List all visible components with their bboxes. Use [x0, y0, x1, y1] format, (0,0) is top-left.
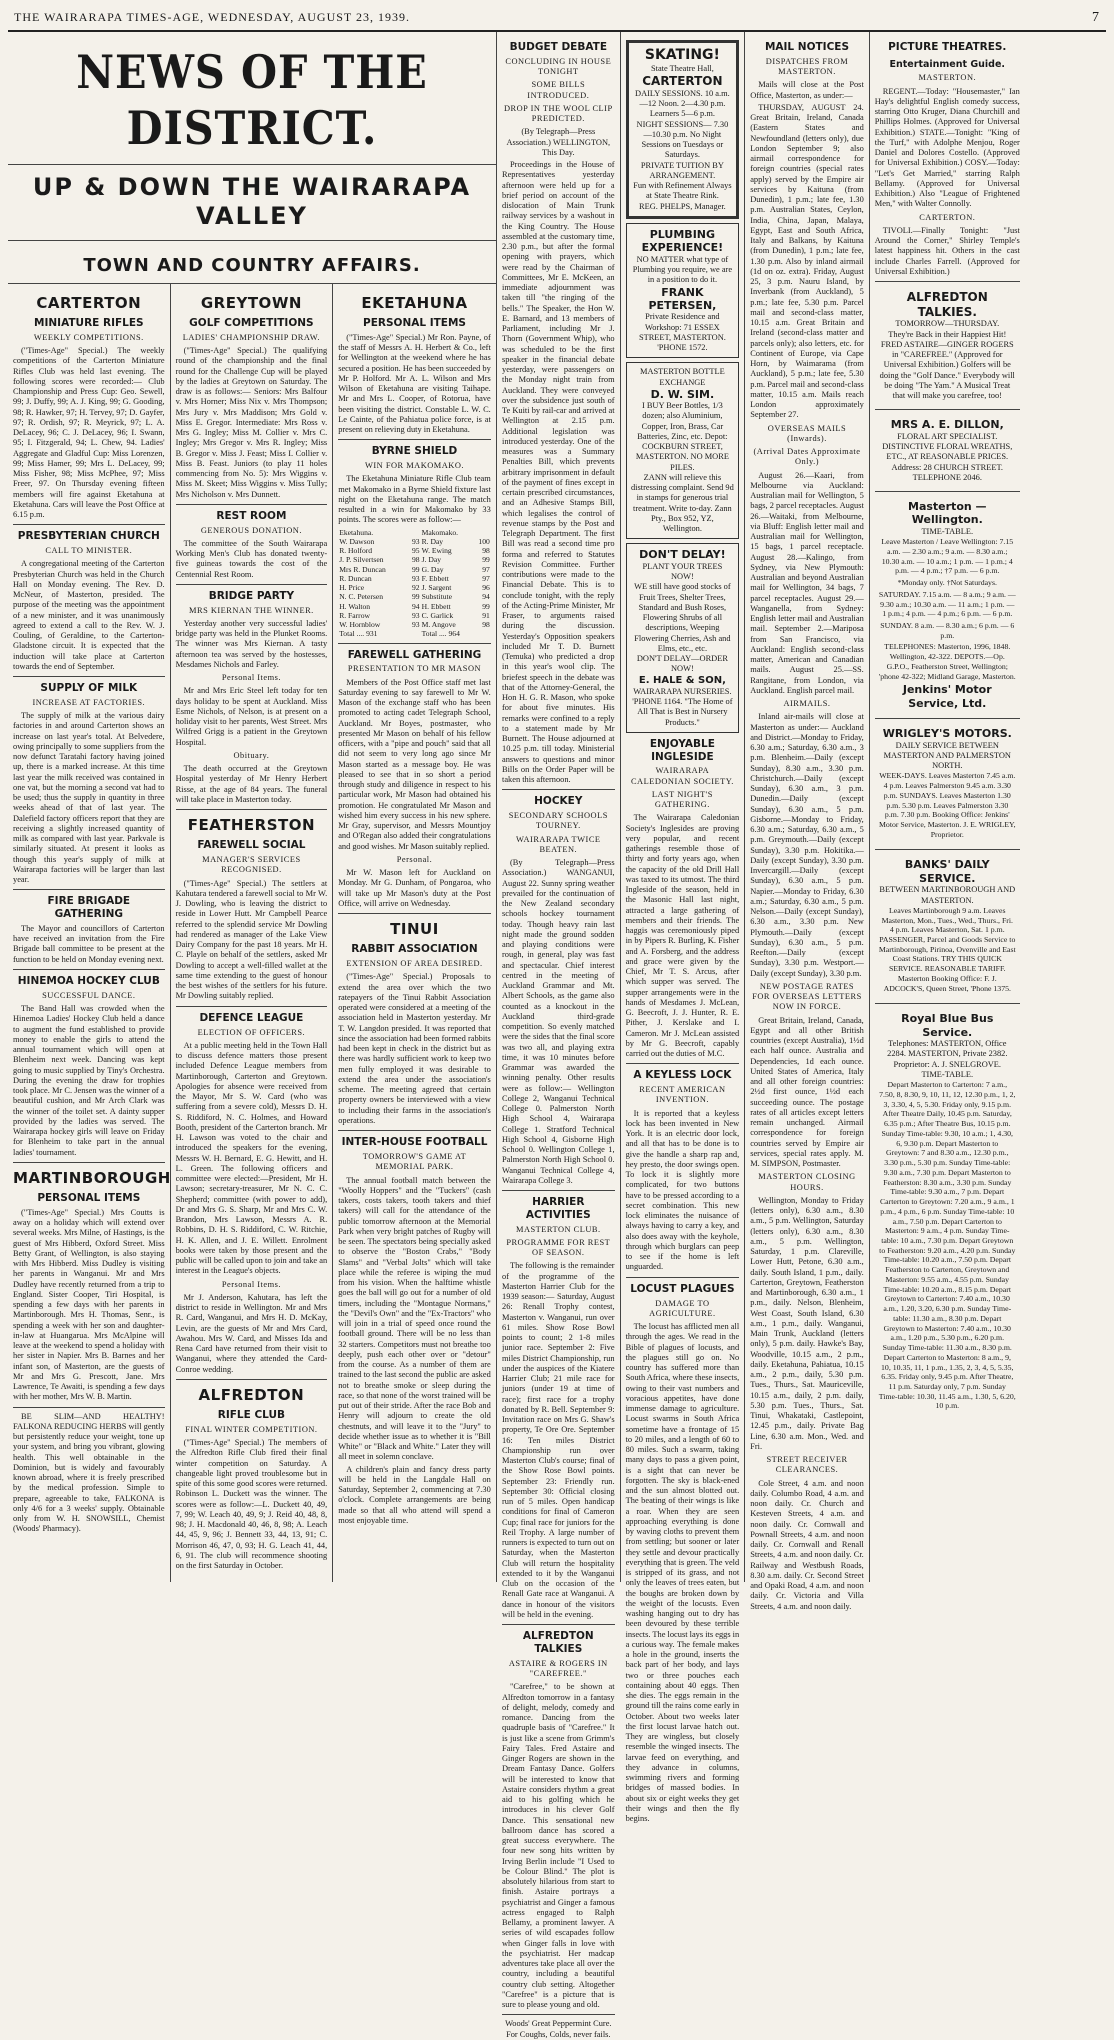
- article-text: ("Times-Age" Special.) The members of the Alfredton Rifle Club fired their final winter competition on Saturday. A changeable light proved troublesome but in spite of this some good scores were returned. Robinson L. Duckett was the winner. The scores were as follow:—L. Duckett 40, 49, 7, 99; W. Leach 40, 49, 9; J. Reid 40, 48, 8, 98; J. H. Macdonald 40, 46, 8, 98; A. Leach 44, 45, 9, 96; J. Bennett 33, 44, 13, 91; C. Morrison 46, 47, 0, 93; H. G. Leach 41, 44, 6, 91. The club will recommence shooting on the first Saturday in October.: [175, 1438, 328, 1571]
- heading: REST ROOM: [216, 509, 287, 522]
- subheading: DISPATCHES FROM MASTERTON.: [765, 56, 849, 77]
- timetable-text: WEEK-DAYS. Leaves Masterton 7.45 a.m. 4 p.m. Leaves Palmerston 9.45 a.m. 3.30 p.m. SUNDAYS. Leaves Masterton 1.30 p.m. 5.30 p.m. Leaves Palmerston 3.30 p.m. 7.30 p.m. Booking Office: Jenkins' Motor Service, Masterton. J. E. WRIGLEY, Proprietor.: [878, 771, 1016, 839]
- table-cell: 97: [482, 573, 490, 583]
- ad-heading: E. HALE & SON,: [638, 674, 726, 686]
- article-text: Mr W. Mason left for Auckland on Monday. Mr G. Dunham, of Pongaroa, who will take up Mr Mason's duty at the Post Office, will arrive on Wednesday.: [338, 868, 491, 908]
- subheading: SOME BILLS INTRODUCED.: [527, 80, 590, 100]
- subheading: LADIES' CHAMPIONSHIP DRAW.: [182, 332, 320, 342]
- heading: HOCKEY: [534, 795, 583, 808]
- ad-text: REG. PHELPS, Manager.: [639, 201, 726, 211]
- article-text: Great Britain, Ireland, Canada, Egypt and all other British countries (except Australia), 1½d each half ounce. Australia and Dependencies, 1d each ounce. United States of America, Italy and all other foreign countries: 2½d first ounce, 1½d each succeeding ounce. The postage rates of all articles except letters remain unchanged. Airmail correspondence for foreign countries served by Empire air services, special rates apply. M. M. SIMPSON, Postmaster.: [750, 1015, 864, 1169]
- table-cell: 99: [412, 564, 420, 574]
- masterton-wellington-timetable: [875, 496, 1020, 714]
- ad-heading: MRS A. E. DILLON,: [890, 418, 1004, 432]
- article-text: It is reported that a keyless lock has been invented in New York. It is an electric door lock, and all that has to be done is to give the handle a sharp rap and, hey presto, the door swings open. To lock it is slightly more complicated, for two buttons have to be pressed according to a secret combination. This new lock eliminates the nuisance of always having to carry a key, and also does away with the keyhole, through which burglars can peep to see if the home is left unguarded.: [625, 1108, 740, 1272]
- column-mail-notices: [745, 32, 870, 1611]
- columns: [8, 32, 1106, 2039]
- ad-text: TIME-TABLE.: [921, 526, 974, 536]
- heading: LOCUST PLAGUES: [630, 1282, 735, 1295]
- article-text: Mr J. Anderson, Kahutara, has left the district to reside in Wellington. Mr and Mrs R. Card, Wanganui, and Mrs H. D. McKay, Levin, are the guests of Mr and Mrs Card, Awahou. Mrs W. Card, and Misses Ida and Rena Card have returned from their visit to Wanganui, where they attended the Card-Conroe wedding.: [175, 1292, 328, 1374]
- score-table: [338, 528, 491, 639]
- heading-alfredton: ALFREDTON: [198, 1385, 305, 1404]
- ad-text: NIGHT SESSIONS— 7.30—10.30 p.m. No Night Sessions on Tuesdays or Saturdays.: [636, 119, 729, 160]
- table-row: [338, 546, 491, 555]
- subheading: PRESENTATION TO MR MASON: [347, 664, 482, 674]
- article-text: At a public meeting held in the Town Hall to discuss defence matters those present included Defence League members from Martinborough, Carterton and Greytown. Apologies for absence were received from the Mayor, Mr S. W. Card (who was suffering from a severe cold), Messrs D. H. S. Riddiford, N. C. Holmes, and Howard Booth, president of the Carterton branch. Mr H. Lawson was voted to the chair and introduced the speakers for the evening, Messrs W. H. Bernard, E. G. Hewitt, and H. L. Green. The following officers and committee were elected:—President, Mr H. Lawson; secretary-treasurer, Mr N. C. C. Shepherd; committee (with power to add), Dr and Mrs G. S. Sharp, Mr and Mrs C. W. Brandon, Mrs Lawson, Messrs A. R. Robbins, D. H. S. Riddiford, C. W. Ritchie, H. K. Allen, and J. E. Willett. Enrolment books were taken by those present and the public will be called upon to join and take an interest in the League's objects.: [175, 1040, 328, 1276]
- heading: PRESBYTERIAN CHURCH: [17, 530, 160, 543]
- article-text: August 26.—Kaari, from Melbourne via Auckland: Australian mail for Wellington, 5 bags, 2 parcel receptacles. August 26.—Waitaki, from Melbourne, via Bluff: English letter mail and Australian mail for Wellington, 15 bags, 1 parcel receptacle. August 28.—Kalingo, from Sydney, via New Plymouth: Australian and beyond Australian mail for Wellington, 34 bags, 7 parcel receptacles. August 29.—Wanganella, from Sydney: English letter mail and Australian mail. September 2.—Mariposa from San Francisco, via Auckland: English second-class matter, American and Canadian mails. August 25.—SS. Rangitane, from London, via Auckland. English parcel mail.: [750, 470, 864, 695]
- table-row: [338, 602, 491, 611]
- heading-featherston: FEATHERSTON: [187, 816, 316, 835]
- ad-text: NO MATTER what type of Plumbing you require, we are in a position to do it.: [632, 254, 733, 285]
- table-row: [338, 537, 491, 546]
- table-cell: 96: [482, 583, 490, 593]
- table-row: [338, 555, 491, 564]
- heading-greytown: GREYTOWN: [200, 293, 302, 312]
- table-cell: 98: [482, 546, 490, 556]
- ad-text: DAILY SESSIONS. 10 a.m.—12 Noon. 2—4.30 p.m. Learners 5—6 p.m.: [635, 88, 730, 119]
- table-cell: R. Farrow: [339, 610, 370, 620]
- subheading: PERSONAL ITEMS: [363, 317, 466, 329]
- article-text: TIVOLI.—Finally Tonight: "Just Around the Corner," Shirley Temple's latest happiness hit. Others in the cast include Charles Farrell. (Approved for Universal Exhibition.): [874, 225, 1020, 276]
- subheading: LAST NIGHT'S GATHERING.: [651, 789, 713, 810]
- subheading: SUCCESSFUL DANCE.: [42, 990, 136, 1000]
- subheading: Personal.: [396, 854, 433, 864]
- heading-carterton: CARTERTON: [36, 293, 142, 312]
- advertisement-text: BE SLIM—AND HEALTHY! FALKONA REDUCING HERBS will gently but persistently reduce your weight, tone up your system, and bring you vibrant, glowing health. This well obtainable in the Dominion, but is widely and favourably known abroad, where it is freely prescribed by the medical profession. Simple to prepare, agreeable to take, FALKONA is only 4/6 for a 3 weeks' supply. Obtainable only from W. H. SNOWSILL, Chemist (Woods' Pharmacy).: [13, 1411, 165, 1534]
- heading-tinui: TINUI: [390, 920, 439, 939]
- article-text: ("Times-Age" Special.) Mrs Coutts is away on a holiday which will extend over several weeks. Mrs Milne, of Hastings, is the guest of Mrs Hibberd, Oxford Street. Miss Betty Grant, of Wellington, is also staying with Mrs Hibberd. Miss Dudley is visiting her parents in Wanganui. Mr and Mrs Dudley have recently returned from a trip to England. Sister Cooper, Tiri Hospital, is spending a few days with her parents in Martinborough. Mrs H. Thomas, Senr., is spending a week with her son and daughter-in-law at Huangarua. Mrs McAlpine will leave at the weekend to spend a holiday with her sister in Napier. Mrs B. Barnes and her infant son, of Masterton, are the guests of Mr and Mrs G. Prescott, Jane. Mrs Lawrence, Te Awaiti, is spending a few days with her mother, Mrs W. B. Martin.: [13, 1207, 165, 1402]
- masthead-title: THE WAIRARAPA TIMES-AGE, WEDNESDAY, AUGUST 23, 1939.: [14, 10, 411, 24]
- subheading: PROGRAMME FOR REST OF SEASON.: [506, 1237, 611, 1258]
- article-text: "Carefree," to be shown at Alfredton tomorrow in a fantasy of delight, melody, comedy and romance. Dancing from the quadruple basis of "Carefree." It is just like a scene from Grimm's Fairy Tales. Fred Astaire and Ginger Rogers are shown in the Dream Fantasy Dance. Golfers will be interested to know that Astaire considers rhythm a great aid to his golfing which he introduces in his clever Golf Dance. This sensational new ballroom dance has scored a great success everywhere. The four new song hits written by Irving Berlin include "I Used to be Colour Blind." The plot is absolutely hilarious from start to finish. Astaire portrays a psychiatrist and Ginger a famous actress engaged to Ralph Bellamy, a prominent lawyer. A series of wild escapades follow when Ginger falls in love with the psychiatrist. Her madcap adventures take place all over the country, including a beautiful country club setting. Altogether "Carefree" is a picture that is sure to please young and old.: [502, 1682, 615, 2010]
- dateline: (By Telegraph—Press Association.) WELLINGTON, This Day.: [506, 127, 611, 157]
- ad-text: Private Residence and Workshop: 71 ESSEX STREET, MASTERTON. 'PHONE 1572.: [638, 312, 726, 353]
- heading: BYRNE SHIELD: [371, 445, 458, 458]
- column-budget: [496, 32, 621, 2039]
- timetable-text: TELEPHONES: Masterton, 1996, 1848. Wellington, 42-322. DEPOTS.—Op. G.P.O., Featherston Street, Wellington; 'phone 42-322; Midland Garage, Masterton.: [878, 642, 1016, 681]
- subheading: RIFLE CLUB: [217, 1409, 286, 1422]
- ad-heading: WRIGLEY'S MOTORS.: [882, 727, 1012, 741]
- table-cell: H. Price: [339, 583, 365, 593]
- table-row: [338, 611, 491, 620]
- article-text: The committee of the South Wairarapa Working Men's Club has donated twenty-five guineas towards the cost of the Centennial Rest Room.: [175, 538, 328, 579]
- subheading: MASTERTON CLUB.: [516, 1224, 601, 1234]
- table-cell: 95: [412, 546, 420, 556]
- royal-blue-bus-ad: [875, 1008, 1020, 1417]
- subheading: MRS KIERNAN THE WINNER.: [189, 605, 314, 615]
- article-text: Proceedings in the House of Representatives yesterday afternoon were held up for a brief period on account of the dislocation of Main Trunk railway services by a washout in the King Country. The House assembled at the customary time, 2.30 p.m., but after the formal opening with prayers, which were read by the Chairman of Committees, Mr E. McKeen, an immediate adjournment was taken till "the ringing of the bells." The Speaker, the Hon W. E. Barnard, and 13 members of Parliament, including Mr J. Thorn (Government Whip), who was scheduled to be the first speaker in the financial debate yesterday, were passengers on the Monday night train from Auckland. They were conveyed over the subsidence just south of Te Kuiti by rail-car and arrived at Wellington at 2.15 p.m. Additional legislation was introduced yesterday. One of the measures was a Summary Penalties Bill, which prevents arbitrary imprisonment in default of the payment of fines except in certain prescribed circumstances, and an Adhesive Stamps Bill, which legalises the control of revenue stamps by the Post and Telegraph Department. The first Bill was read a second time pro forma and referred to Statutes Revision Committee. Further contributions were made to the Financial Debate. This is to conclude tonight, with the reply of the Acting-Prime Minister, Mr Fraser, to arguments raised during the discussion. Yesterday's Opposition speakers included Mr T. D. Burnett (Temuka) who predicted a drop in this year's wool clip. The briefest speech in the debate was that of the Attorney-General, the Hon H. G. R. Mason, who spoke for about five minutes. His remarks were confined to a reply to a statement made by Mr Burnett. The House adjourned at 10.25 p.m. till today. Ministerial answers to questions and minor Bills on the Order Paper will be taken this afternoon.: [502, 160, 615, 785]
- subheading: Entertainment Guide.: [889, 58, 1006, 70]
- article-text: The supply of milk at the various dairy factories in and around Carterton shows an increase on last year's total. At Belvedere, owing principally to some suppliers from the now defunct Taratahi factory having joined up, there is a marked increase. At this time last year the milk received was contained in one vat, but the morning a second vat had to be used; thus the supply in quantity in three weeks ahead of that of last year. The Dalefield factory officers report that they are receiving a slightly increased quantity of milk as compared with last year. Parkvale is similarly situated. At present it looks as though this year's supply of milk at Wairarapa factories will be larger than last year.: [13, 711, 165, 885]
- ad-text: DON'T DELAY—ORDER NOW!: [636, 654, 728, 674]
- table-row: [338, 565, 491, 574]
- ad-text: TIME-TABLE.: [921, 1069, 974, 1079]
- article-text: ("Times-Age" Special.) The qualifying round of the championship and the final round for the Challenge Cup will be played by the ladies at Greytown on Saturday. The draw is as follows:— Seniors: Mrs Balfour v. Mrs Horner; Miss Nix v. Mrs Thompson; Mrs Jury v. Mrs Maddison; Mrs Gold v. Miss E. Gregor. Intermediate: Mrs Ross v. Mrs G. Ingley; Miss M. Collier v. Mrs C. Ingley; Mrs Gregor v. Mrs R. Ingley; Miss B. Gregor v. Miss J. Feast; Miss I. Collier v. Miss B. Feast. Juniors (to play 11 holes commencing from No. 5): Mrs Wiggins v. Miss M. Skeet; Miss Wiggins v. Miss Tully; Mrs Nicholson v. Mrs Dunnett.: [175, 346, 328, 499]
- column-entertainment: [870, 32, 1025, 1582]
- subheading: Obituary.: [233, 750, 270, 760]
- table-cell: R. Duncan: [339, 573, 372, 583]
- subheading: AIRMAILS.: [783, 699, 831, 709]
- subheading: WAIRARAPA TWICE BEATEN.: [516, 834, 601, 854]
- table-cell: G. Day: [421, 564, 444, 574]
- nursery-ad: [626, 543, 740, 732]
- ad-text: DISTINCTIVE FLORAL WREATHS, ETC., AT REASONABLE PRICES. Address: 28 CHURCH STREET. TELEPHONE 2046.: [882, 442, 1013, 482]
- heading: A KEYLESS LOCK: [633, 1069, 732, 1082]
- ad-heading: D. W. SIM.: [650, 387, 715, 401]
- timetable-text: SATURDAY. 7.15 a.m. — 8 a.m.; 9 a.m. — 9.30 a.m.; 10.30 a.m. — 11 a.m.; 1 p.m. — 1 p.m.; 4 p.m. — 4 p.m.; 6 p.m. — 6 p.m.: [878, 589, 1016, 619]
- heading: HINEMOA HOCKEY CLUB: [17, 974, 160, 987]
- table-cell: W. Dawson: [339, 536, 375, 546]
- ad-heading: CARTERTON: [642, 74, 723, 89]
- subheading: OVERSEAS MAILS (Inwards).: [767, 423, 847, 443]
- subheading: GENEROUS DONATION.: [200, 525, 302, 535]
- timetable-text: *Monday only. †Not Saturdays.: [897, 578, 997, 588]
- article-text: ("Times-Age" Special.) The settlers at Kahutara tendered a farewell social to Mr W. J. Dowling, who is leaving the district to reside in Lower Hutt. Mr Campbell Pearce referred to the splendid service Mr Dowling had rendered as manager of the Lake View Dairy Company for the past 18 years. Mr H. C. Playle on behalf of the settlers, asked Mr Dowling to accept a well-filled wallet at the same time extending to the guest of honour the best wishes of the settlers for his future. Mr Dowling suitably replied.: [175, 878, 328, 1001]
- heading: ENJOYABLE INGLESIDE: [649, 737, 715, 763]
- ad-text: WE still have good stocks of Fruit Trees, Shelter Trees, Standard and Bush Roses, Flowering Shrubs of all descriptions, Weeping Flowering Cherries, Ash and Elms, etc., etc.: [634, 582, 731, 653]
- subheading: PERSONAL ITEMS: [37, 1192, 141, 1205]
- subheading: TOMORROW'S GAME AT MEMORIAL PARK.: [362, 1152, 467, 1172]
- column-carterton: [8, 284, 171, 1582]
- table-cell: 94: [412, 601, 420, 611]
- subheading: NEW POSTAGE RATES FOR OVERSEAS LETTERS NOW IN FORCE.: [752, 981, 862, 1012]
- ad-text: Fun with Refinement Always at State Theatre Rink.: [633, 181, 732, 201]
- ad-text: State Theatre Hall,: [650, 64, 714, 74]
- table-cell: 98: [482, 620, 490, 630]
- table-cell: W. Ewing: [421, 546, 452, 556]
- subheading: CONCLUDING IN HOUSE TONIGHT: [505, 56, 612, 77]
- subheading: WEEKLY COMPETITIONS.: [33, 332, 144, 342]
- table-cell: 99: [482, 555, 490, 565]
- ad-text: MASTERTON BOTTLE EXCHANGE: [640, 367, 725, 387]
- table-cell: M. Angove: [421, 620, 456, 630]
- heading: PICTURE THEATRES.: [888, 41, 1007, 53]
- table-cell: 97: [482, 564, 490, 574]
- advertisement-text: Woods' Great Peppermint Cure. For Coughs, Colds, never fails.: [505, 2019, 612, 2039]
- timetable-text: SUNDAY. 8 a.m. — 8.30 a.m.; 6 p.m. — 6 p.m.: [880, 620, 1015, 640]
- article-text: The Eketahuna Miniature Rifle Club team met Makomako in a Byrne Shield fixture last night on the Eketahuna range. The match resulted in a win for Makomako by 33 points. The scores were as follow:—: [338, 474, 491, 525]
- heading: BRIDGE PARTY: [208, 589, 295, 602]
- subheading: WIN FOR MAKOMAKO.: [364, 461, 464, 471]
- ad-text: They're Back in their Happiest Hit! FRED ASTAIRE—GINGER ROGERS in "CAREFREE." (Approved for Universal Exhibition.) Golfers will be doing the "Golf Dance." Everybody will be doing "The Yam." A Musical Treat that will make you carefree, too!: [879, 329, 1015, 401]
- subheading: ASTAIRE & ROGERS IN "CAREFREE.": [508, 1658, 608, 1679]
- table-header-row: [338, 528, 491, 537]
- article-text: The Mayor and councillors of Carterton have received an invitation from the Fire Brigade ball committee to be present at the function to be held on Monday evening next.: [13, 923, 165, 964]
- total: Total .... 964: [421, 629, 460, 639]
- article-text: The annual football match between the "Woolly Hoppers" and the "Tuckers" (cash takers, costs takers, tooth takers and thief takers) will call for the attendance of the public tomorrow afternoon at the Memorial Park when very bright patches of Rugby will be seen. The spectators being specially asked to observe the "Boston Crabs," "Body Slams" and "Verbal Jolts" which will take place while the referee is wiping the mud from his vision. When the halftime whistle goes the ball will go out for a number of old timers, including the "Montague Normans," the "Devil's Own" and the "Ex-Tractors" who will join in a trial of speed once round the football ground. There will be no less than 32 starters. Competitors must not breathe too deeply, push each other over or "detour" from the course. As a number of them are trained to the last second the public are asked not to breathe smoke or sleep during the race, so that none of the worst trained will be put out of their stride. After the race Bob and Henry will adjourn to create the old chestnuts, and will leave it to the "Jury" to decide whether issue as to whether it is "Bill White" or "Black and White." Later they will all meet in solemn conclave.: [338, 1175, 491, 1462]
- table-cell: 91: [482, 610, 490, 620]
- masthead: [8, 10, 1106, 32]
- heading: DEFENCE LEAGUE: [199, 1011, 304, 1024]
- subheading: ELECTION OF OFFICERS.: [197, 1027, 306, 1037]
- florist-ad: [875, 414, 1020, 487]
- subheading: EXTENSION OF AREA DESIRED.: [346, 959, 483, 969]
- article-text: THURSDAY, AUGUST 24. Great Britain, Ireland, Canada (Eastern States and Newfoundland (letters only), due London September 9; also airmail correspondence for foreign countries (special rates apply) served by the Empire air services by Kaituna (from Dunedin), 1 p.m.; late fee, 1.30 p.m. Australian States, Ceylon, India, China, Japan, Malaya, Egypt, East and South Africa, Italy and Balkans, by Kaituna (from Dunedin), 1 p.m.; late fee, 1.30 p.m. Also by inland airmail (1d on oz. extra). Friday, August 25, 3 p.m. Nauru Island, by Inverbank (from Auckland), 5 p.m.; late fee, 5.30 p.m. Parcel mail and second-class matter, 10.15 a.m. Great Britain and Ireland (second-class matter and parcels only); also letters, etc. for Continent of Europe, via Cape Horn, by Waimarama (from Auckland), 5 p.m.; late fee, 5.30 p.m. Parcel mail and second-class matter, 10.15 a.m. Mails reach London approximately September 27.: [750, 102, 864, 420]
- table-cell: 94: [482, 592, 490, 602]
- subheading: WAIRARAPA CALEDONIAN SOCIETY.: [630, 766, 734, 786]
- article-text: Yesterday another very successful ladies' bridge party was held in the Plunket Rooms. The winner was Mrs Kiernan. A tasty afternoon tea was served by the hostesses, Mesdames Nichols and Farley.: [175, 618, 328, 669]
- subheading: Personal Items.: [221, 673, 281, 683]
- total: Total .... 931: [339, 629, 378, 639]
- ad-text: PRIVATE TUITION BY ARRANGEMENT.: [640, 160, 724, 180]
- ad-heading: ALFREDTON TALKIES.: [906, 290, 988, 319]
- table-cell: H. Walton: [339, 601, 371, 611]
- ad-heading: DON'T DELAY!: [639, 548, 726, 562]
- heading: FIRE BRIGADE GATHERING: [47, 895, 131, 921]
- article-text: ("Times-Age" Special.) Proposals to extend the area over which the two ratepayers of the Tinui Rabbit Association operated were considered at a meeting of the association held in Masterton yesterday. Mr T. W. Langdon presided. It was reported that since the association had been formed rabbits had been kept in check in the district but as there was hardly sufficient work to keep two men fully employed it was desirable to extend the area under the association's scheme. The meeting agreed that certain property owners be interviewed with a view to including their farms in the association's operations.: [338, 972, 491, 1125]
- score-rows: [338, 537, 491, 630]
- table-row: [338, 592, 491, 601]
- subheading: GOLF COMPETITIONS: [189, 317, 314, 329]
- table-cell: N. C. Petersen: [339, 592, 384, 602]
- table-cell: F. Ebbett: [421, 573, 449, 583]
- table-cell: 93: [412, 610, 420, 620]
- subheading: FAREWELL SOCIAL: [197, 839, 306, 852]
- skating-ad: [626, 40, 740, 219]
- table-header: Eketahuna.: [339, 527, 374, 537]
- subheading: STREET RECEIVER CLEARANCES.: [766, 1455, 848, 1475]
- table-total-row: [338, 629, 491, 638]
- subcolumns: [8, 283, 496, 1582]
- ad-heading: Royal Blue Bus Service.: [901, 1012, 994, 1039]
- heading: ALFREDTON TALKIES: [522, 1630, 594, 1655]
- heading: MAIL NOTICES: [764, 41, 850, 53]
- table-cell: Mrs R. Duncan: [339, 564, 386, 574]
- heading: SUPPLY OF MILK: [40, 682, 138, 695]
- ad-heading: Jenkins' Motor Service, Ltd.: [902, 683, 992, 710]
- heading: HARRIER ACTIVITIES: [525, 1196, 591, 1221]
- article-text: The Wairarapa Caledonian Society's Inglesides are proving very popular, and recent gatherings resemble those of thirty and forty years ago, when the capacity of the old Drill Hall was taxed to its utmost. The third Ingleside of the season, held in the Masonic Hall last night, attracted a large gathering of members and their friends. The haggis was ceremoniously piped in by Pipers R. Burling, K. Fisher and A. Forsberg, and the address and grace were given by the Chief, Mr T. S. Arcus, after which supper was served. The supper arrangements were in the hands of Mesdames J. McLean, G. Beecroft, J. J. Hunter, R. E. Pither, J. Kerslake and I. Cameron. Mr J. McLean assisted by Mr G. Beecroft, capably carried out the duties of M.C.: [625, 813, 740, 1059]
- feature-subtitle: UP & DOWN THE WAIRARAPA VALLEY: [32, 173, 472, 231]
- article-text: The Band Hall was crowded when the Hinemoa Ladies' Hockey Club held a dance to augment the fund established to provide money to enable the girls to attend the annual tournament which will open at Blenheim next week. Dancing was kept going to music supplied by Tiny's Orchestra. During the evening the draw for trophies took place. Mr C. Jensen was the winner of a beautiful cushion, and Mr Arch Clark was the winner of the toilet set. A dainty supper provided by the ladies was served. The Wairarapa hockey girls will leave on Friday for Blenheim to take part in the annual ladies' tournament.: [13, 1004, 165, 1157]
- table-header: Makomako.: [421, 527, 459, 537]
- article-text: Cole Street, 4 a.m. and noon daily. Columbo Road, 4 a.m. and noon daily. Cr. Church and Kesteven Streets, 4 a.m. and noon daily. Cr. Cornwall and Pownall Streets, 4 a.m. and noon daily. Cr. Cornwall and Renall Streets, 4 a.m. and noon daily. Cr. Railway and Westbush Roads, 8.30 a.m. daily. Cr. Second Street and Opaki Road, 4 a.m. and noon daily. Cr. Victoria and Villa Streets, 4 a.m. and noon daily.: [750, 1478, 864, 1611]
- table-cell: R. Holford: [339, 546, 373, 556]
- article-text: A congregational meeting of the Carterton Presbyterian Church was held in the Church Hall on Monday evening. The Rev. D. McNeur, of Masterton, presided. The purpose of the meeting was the appointment of a new minister, and it was unanimously agreed to extend a call to the Rev. W. J. Couling, of Geraldine, to the Carterton-Gladstone circuit. It is expected that the induction will take place at Carterton towards the end of September.: [13, 559, 165, 671]
- table-row: [338, 574, 491, 583]
- feature-title: NEWS OF THE DISTRICT.: [76, 45, 428, 156]
- table-cell: J. Sargent: [421, 583, 452, 593]
- article-text: (By Telegraph—Press Association.) WANGANUI, August 22. Sunny spring weather prevailed for the continuation of the New Zealand secondary schools hockey tournament today. Though heavy rain last night made the ground sodden and playing conditions were rough, in general, play was fast and spectacular. Chief interest centred in the meeting of Auckland Grammar and Mt. Albert Schools, as the game also counted as a knockout in the Auckland third-grade competition. So evenly matched were the sides that the final score was two all, and playing extra time, it was 10 minutes before Grammar was awarded the winning penalty. Other results were as follow:— Wellington College 2, Wanganui Technical College 0. Palmerston North High School 4, Wairarapa College 1. Stratford Technical High School 4, Gisborne High School 0. Wellington College 1, Palmerston North High School 0. Wanganui Technical College 4, Wairarapa College 3.: [502, 858, 615, 1185]
- column-eketahuna: [333, 284, 496, 1582]
- table-cell: 93: [412, 573, 420, 583]
- subheading: MANAGER'S SERVICES RECOGNISED.: [202, 855, 301, 875]
- ad-heading: PLUMBING EXPERIENCE!: [641, 227, 724, 255]
- table-cell: 92: [412, 583, 420, 593]
- table-cell: J. P. Silvertsen: [339, 555, 384, 565]
- subheading: MASTERTON CLOSING HOURS.: [758, 1172, 856, 1192]
- ad-text: TOMORROW—THURSDAY.: [895, 319, 1000, 329]
- heading-martinborough: MARTINBOROUGH: [13, 1168, 171, 1187]
- subheading: CARTERTON.: [919, 212, 976, 222]
- subheading: DAMAGE TO AGRICULTURE.: [649, 1298, 716, 1318]
- subheading: FINAL WINTER COMPETITION.: [185, 1424, 318, 1434]
- ad-heading: FRANK PETERSEN,: [648, 285, 717, 312]
- ad-text: WAIRARAPA NURSERIES. 'PHONE 1164. "The Home of All That is Best in Nursery Products.": [632, 686, 733, 727]
- ad-text: DAILY SERVICE BETWEEN MASTERTON AND PALMERSTON NORTH.: [883, 740, 1011, 771]
- subheading: INCREASE AT FACTORIES.: [32, 697, 146, 707]
- column-ads-ingleside: [621, 32, 746, 1824]
- ad-text: I BUY Beer Bottles, 1/3 dozen; also Aluminium, Copper, Iron, Brass, Car Batteries, Zinc, etc. Depot: COCKBURN STREET, MASTERTON. NO MORE PILES.: [635, 401, 729, 472]
- subheading: SECONDARY SCHOOLS TOURNEY.: [508, 811, 608, 831]
- subheading: (Arrival Dates Approximate Only.): [753, 447, 861, 467]
- article-text: ("Times-Age" Special.) Mr Ron. Payne, of the staff of Messrs A. H. Herbert & Co., left for Wellington at the weekend where he has secured a position. He has been succeeded by Mr P. Holford. Mr A. L. Wilson and Mrs Wilson of Eketahuna are visiting Taihape. Mr and Mrs L. Cooper, of Rotorua, have been visiting the district. Constable L. W. C. Le Cainte, of the Pahiatua police force, is at present on relieving duty in Eketahuna.: [338, 332, 491, 435]
- ad-heading: BANKS' DAILY SERVICE.: [904, 858, 990, 885]
- table-cell: J. Day: [421, 555, 441, 565]
- table-cell: Substitute: [421, 592, 452, 602]
- subheading: CALL TO MINISTER.: [45, 546, 133, 556]
- article-text: Members of the Post Office staff met last Saturday evening to say farewell to Mr W. Mason of the exchange staff who has been promoted to acting cadet Telegraph School, Auckland. Mr Boyes, postmaster, who presented Mr Mason on behalf of his fellow officers, with a "pipe and pouch" said that all did not seem to very long ago since Mr Mason started as a message boy. He was pleased to see that in so short a period through study and diligence in respect to his particular work, Mr Mason had obtained his promotion. He congratulated Mr Mason and wished him every success in his new sphere. Mr Gray, supervisor, and Messrs Mountjoy and O'Regan also added their congratulations and good wishes. Mr Mason suitably replied.: [338, 677, 491, 851]
- table-cell: C. Garlick: [421, 610, 454, 620]
- timetable-text: Leave Masterton / Leave Wellington: 7.15 a.m. — 2.30 a.m.; 9 a.m. — 8.30 a.m.; 10.30 a.m. — 10 a.m.; 1 p.m. — 1 p.m.; 4 p.m. — 4 p.m.; †7 p.m. — 6 p.m.: [881, 537, 1014, 576]
- article-text: Inland air-mails will close at Masterton as under:— Auckland and District.—Monday to Friday, 6.30 a.m.; Saturday, 6.30 a.m., 3 p.m. Blenheim.—Daily (except Sunday), 8.30 a.m., 3.30 p.m. Christchurch.—Daily (except Sunday), 6.30 a.m., 3 p.m. Dunedin.—Daily (except Sunday), 6.30 a.m., 5 p.m. Gisborne.—Monday to Friday, 6.30 a.m.; Saturday, 6.30 a.m., 5 p.m. Greymouth.—Daily (except Sunday), 3.30 p.m. Hokitika.—Daily (except Sunday), 3.30 p.m. Invercargill.—Daily (except Sunday), 6.30 a.m., 5 p.m. Napier.—Monday to Friday, 6.30 a.m.; Saturday, 6.30 a.m., 5 p.m. Nelson.—Daily (except Sunday), 6.30 a.m., 3.30 p.m. New Plymouth.—Daily (except Sunday), 6.30 a.m., 5 p.m. Reefton.—Daily (except Sunday), 3.30 p.m. Westport.—Daily (except Sunday), 3.30 p.m.: [750, 712, 864, 978]
- plumbing-ad: [626, 223, 740, 358]
- ad-text: ZANN will relieve this distressing complaint. Send 9d in stamps for generous trial treatment. Write to-day. Zann Pty., Box 952, YZ, Wellington.: [630, 472, 734, 534]
- column-greytown: [171, 284, 334, 1582]
- heading: FAREWELL GATHERING: [347, 648, 482, 661]
- ad-text: PLANT YOUR TREES NOW!: [642, 561, 723, 582]
- heading: INTER-HOUSE FOOTBALL: [341, 1136, 488, 1149]
- subheading: RECENT AMERICAN INVENTION.: [639, 1085, 726, 1105]
- ad-heading: Masterton —Wellington.: [908, 500, 987, 527]
- right-columns: [496, 32, 1106, 2039]
- heading: BUDGET DEBATE: [509, 41, 607, 53]
- district-news-block: [8, 32, 496, 1582]
- page-number: 7: [1092, 10, 1100, 25]
- ad-heading: SKATING!: [644, 47, 720, 63]
- bottle-exchange-ad: [626, 362, 740, 539]
- subheading: RABBIT ASSOCIATION: [351, 943, 478, 956]
- timetable-text: Depart Masterton to Carterton: 7 a.m., 7.50, 8, 8.30, 9, 10, 11, 12, 12.30 p.m., 1, 2, 3, 3.30, 4, 5, 5.30. Friday only, 9.15 p.m. After Theatre Daily, 10.45 p.m. Saturday, 6.35 p.m.; After Theatre Bus, 10.15 p.m. Sunday Time-table: 9.30, 10 a.m.; 1, 4.30, 6, 9.30 p.m. Depart Masterton to Greytown: 7 and 8.30 a.m., 12.30 p.m., 3.30 p.m., 5.30 p.m. Sunday Time-table: 9.30 a.m., 7.30 p.m. Depart Masterton to Featherston: 8.30 a.m., 3.30 p.m. Sunday Time-table: 9.30 a.m., 7 p.m. Depart Carterton to Greytown: 7.20 a.m., 9 a.m., 1 p.m., 4 p.m., 6 p.m. Sunday Time-table: 10 a.m., 7.50 p.m. Depart Carterton to Masterton: 9 a.m., 4 p.m. Sunday Time-table: 10 a.m., 7.30 p.m. Depart Greytown to Featherston: 9.20 a.m., 4.20 p.m. Sunday Time-table: 10.20 a.m., 7.50 p.m. Depart Featherston to Carterton, Greytown and Masterton: 9.55 a.m., 4.55 p.m. Sunday Time-table: 10.20 a.m., 8.15 p.m. Depart Greytown to Carterton: 7.40 a.m., 10.30 a.m., 1.20, 3.20, 6.30 p.m. Sunday Time-table: 11.30 a.m., 8.30 p.m. Depart Greytown to Masterton: 7.40 a.m., 10.30 a.m., 1.20 p.m., 5.30 p.m., 6.20 p.m. Sunday Time-table: 11.30 a.m., 8.30 p.m. Depart Carterton to Masterton: 8 a.m., 9, 10, 10.35, 11, 1 p.m., 1.35, 2, 3, 4, 5, 5.35, 6.35. Friday only, 9.45 p.m. After Theatre, 11 p.m. Saturday only, 7 p.m. Sunday Time-table: 10.30, 11.45 a.m., 1.30, 5, 6.20, 10 p.m.: [878, 1080, 1016, 1411]
- table-cell: 99: [412, 592, 420, 602]
- ad-text: Telephones: MASTERTON, Office 2284. MASTERTON, Private 2382. Proprietor: A. J. SNELGROVE.: [887, 1039, 1008, 1069]
- subheading: DROP IN THE WOOL CLIP PREDICTED.: [503, 103, 613, 124]
- article-text: A children's plain and fancy dress party will be held in the Langdale Hall on Saturday, September 2, commencing at 7.30 o'clock. Complete arrangements are being made so that all who attend will spend a most enjoyable time.: [338, 1464, 491, 1525]
- article-text: The locust has afflicted men all through the ages. We read in the Bible of plagues of locusts, and the plagues still go on. No country has suffered more than South Africa, where these insects, owing to their vast numbers and voracious appetites, have done immense damage to agriculture. Locust swarms in South Africa sometime have a frontage of 15 to 20 miles, and a length of 60 to 80 miles. Such a swarm, taking many days to pass a given point, is a sight that can never be forgotten. The sky is black-ened and the sun almost blotted out. The beating of their wings is like a roar. When they are seen approaching everything is done by waving cloths to prevent them from settling; but sooner or later they settle and devour practically everything that is green. The veld is stripped of its grass, and not only the leaves of trees eaten, but the boughs are broken down by the weight of the locusts. Even washing hanging out to dry has been devoured by these terrible insects. The locust lays its eggs in a curious way. The female makes a hole in the ground, inserts the back part of her body, and lays two or three pouches each containing about 40 eggs. Then she dies. The eggs remain in the ground till the rains come early in October. About two weeks later the first locust larvae hatch out. They are wingless, but closely resemble the winged insects. The larvae feed on everything, and they advance in columns, swimming rivers and forming bridges of massed bodies. In about six or eight weeks they get their wings and then the fly begins.: [625, 1322, 740, 1824]
- subheading: Personal Items.: [221, 1279, 281, 1289]
- article-text: The death occurred at the Greytown Hospital yesterday of Mr Henry Herbert Risse, at the age of 84 years. The funeral will take place in Masterton today.: [175, 764, 328, 804]
- article-text: ("Times-Age" Special.) The weekly competitions of the Carterton Miniature Rifles Club was held last evening. The following scores were recorded:— Club Championship and Press Cup: Geo. Sewell, 99; J. Duffy, 99; A. J. King, 99; G. Gooding, 98; R. Hawker, 97; H. Tervey, 97; D. Gayfer, 97; R. Ordish, 97; R. Meyrick, 97; L. A. DeLacey, 96; C. J. DeLacey, 96; I. Swann, 95; I. Fitzgerald, 94; L. Chew, 94. Ladies' Aggregate and Gladful Cup: Miss Lorenzen, 99; Miss Hamer, 99; Mrs L. DeLacey, 99; Miss Fisher, 98; Miss McPhee, 97; Miss Freer, 97. On Thursday evening fifteen members will fire against Eketahuna at Eketahuna. Cars will leave the Post Office at 6.15 p.m.: [13, 346, 165, 520]
- table-cell: 93: [412, 620, 420, 630]
- article-text: REGENT.—Today: "Housemaster," Ian Hay's delightful English comedy success, starring Otto Kruger, Diana Churchill and Phillips Holmes. (Approved for Universal Exhibition.) STATE.—Tonight: "King of the Turf," with Adolphe Menjou, Roger Daniel and Dolores Costello. (Approved for Universal Exhibition.) COSY.—Today: "Let's Get Married," starring Ralph Bellamy. (Approved for Universal Exhibition.) Also "League of Frightened Men," with Walter Connolly.: [874, 86, 1020, 209]
- table-cell: 100: [478, 536, 490, 546]
- article-text: The following is the remainder of the programme of the Masterton Harrier Club for the 1939 season:— Saturday, August 26: Renall Trophy contest, Masterton v. Wanganui, run over 61 miles. Show Rose Bowl points to count; 2 1-8 miles junior race. September 2: Five miles District Championship, run under the auspices of the Kiatere Harrier Club; 21 mile race for juniors (under 19 at time of race); first race for a trophy donated by R. Bell. September 9: Invitation race on Mrs G. Shaw's property, Te Ore Ore. September 16: Ten miles District Championship run over Masterton Club's course; final of the Show Rose Bowl points. September 23: Friendly run. September 30: Official closing run of 5 miles. Open handicap conditions for final of Cameron Cup; final race for juniors for the Reil Trophy. A large number of runners is expected to turn out on Saturday, when the Masterton Club will return the hospitality extended to it by the Wanganui Club on the occasion of the Renall Gate race at Wanganui. A dance in honour of the visitors will be held in the evening.: [502, 1261, 615, 1619]
- table-cell: R. Day: [421, 536, 444, 546]
- table-cell: H. Ebbett: [421, 601, 451, 611]
- section-title: TOWN AND COUNTRY AFFAIRS.: [83, 254, 421, 276]
- table-cell: 99: [482, 601, 490, 611]
- banks-service-ad: [875, 854, 1020, 999]
- ad-text: FLORAL ART SPECIALIST.: [897, 431, 998, 441]
- article-text: Wellington, Monday to Friday (letters only), 6.30 a.m., 8.30 a.m., 5 p.m. Wellington, Saturday (letters only), 6.30 a.m., 8.30 a.m., 5 p.m. Wellington, Saturday, 1 p.m. Clareville, Lower Hutt, Petone, 6.30 a.m., daily. South Island, 1 p.m., daily. Carterton, Greytown, Featherston and Martinborough, 6.30 a.m., 1 p.m., daily. Nelson, Blenheim, West Coast, South Island, 6.30 a.m., 1 p.m., daily. Wanganui, Main Trunk, Auckland (letters only), 5 p.m. daily. Hawke's Bay, Woodville, 10.15 a.m., 2 p.m., daily. Eketahuna, Pahiatua, 10.15 a.m., 2 p.m., daily, 5.30 p.m. Tues., Thurs., Sat. Mauriceville, 10.15 a.m., daily, 2 p.m. daily, 5.30 p.m. Tues., Thurs., Sat. Tinui, Whakataki, Castlepoint, 12.45 p.m., daily. Private Bag Line, 6.30 a.m. Mon., Wed. and Fri.: [750, 1195, 864, 1451]
- table-cell: 93: [412, 536, 420, 546]
- article-text: Mr and Mrs Eric Steel left today for ten days holiday to be spent at Auckland. Miss Esme Nichols, of Nelson, is at present on a holiday visit to her parents, West Street. Mrs Wilfred Grigg is a patient in the Greytown Hospital.: [175, 686, 328, 747]
- timetable-text: Leaves Martinborough 9 a.m. Leaves Masterton, Mon., Tues., Wed., Thurs., Fri. 4 p.m. Leaves Masterton, Sat. 1 p.m. PASSENGER, Parcel and Goods Service to Martinborough, Pirinoa, Ovenville and East Coast Stations. TRY THIS QUICK SERVICE. REASONABLE TARIFF. Masterton Booking Office: F. J. ADCOCK'S, Queen Street, 'Phone 1375.: [878, 905, 1016, 993]
- ad-text: BETWEEN MARTINBOROUGH AND MASTERTON.: [879, 885, 1016, 905]
- subheading: MASTERTON.: [918, 73, 977, 83]
- table-row: [338, 620, 491, 629]
- table-cell: 98: [412, 555, 420, 565]
- table-cell: W. Hornblow: [339, 620, 381, 630]
- alfredton-talkies-ad: [875, 286, 1020, 405]
- table-row: [338, 583, 491, 592]
- subheading: MINIATURE RIFLES: [34, 317, 144, 329]
- article-text: Mails will close at the Post Office, Masterton, as under:—: [750, 80, 864, 100]
- heading-eketahuna: EKETAHUNA: [361, 293, 468, 312]
- wrigleys-motors-ad: [875, 723, 1020, 845]
